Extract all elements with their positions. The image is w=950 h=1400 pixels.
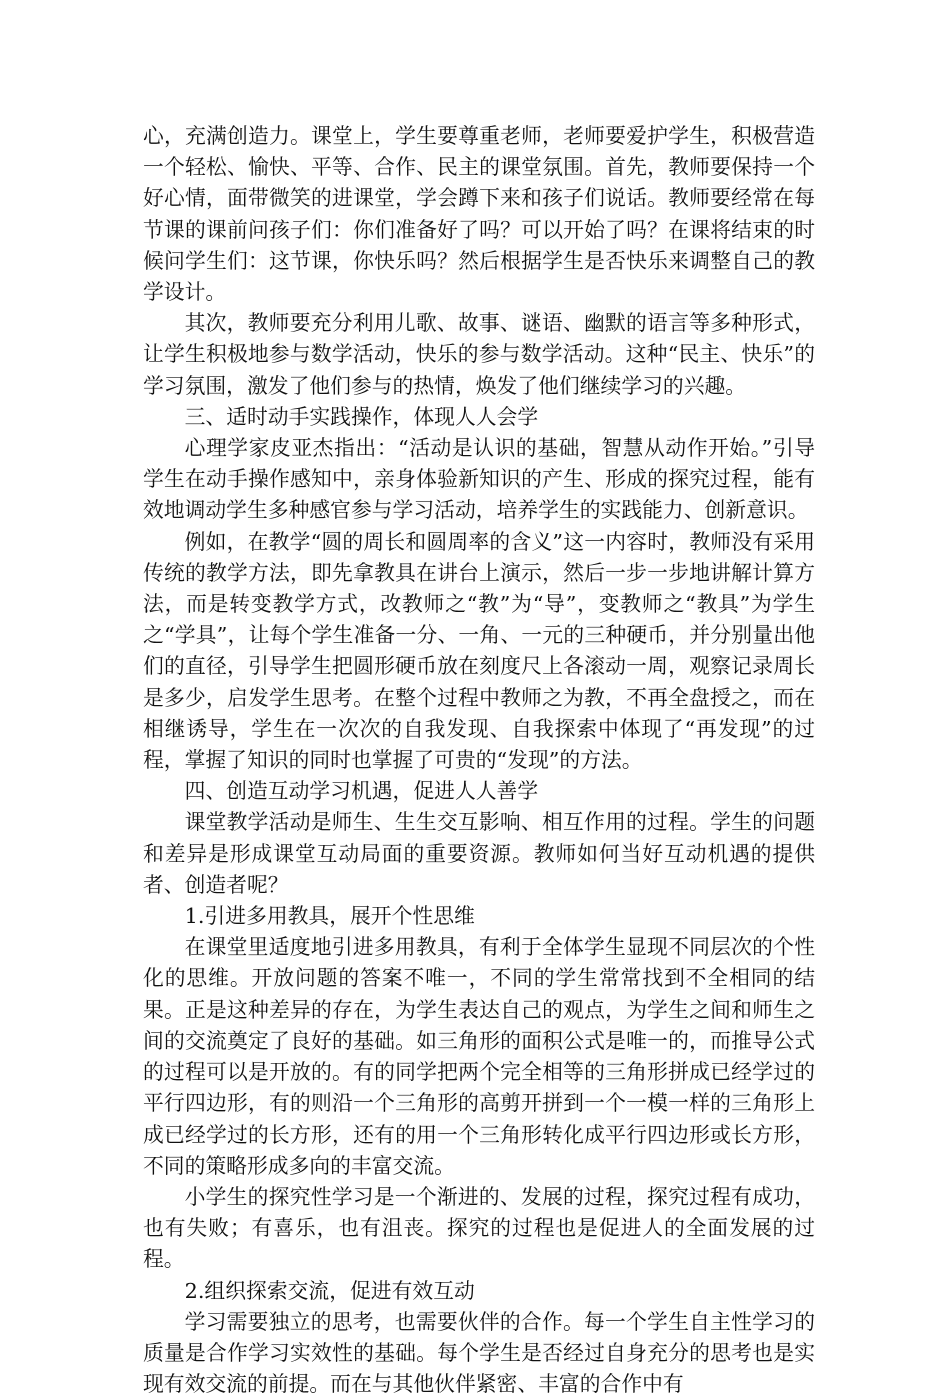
paragraph-second: 其次，教师要充分利用儿歌、故事、谜语、幽默的语言等多种形式，让学生积极地参与数学活动，快乐的参与数学活动。这种“民主、快乐”的学习氛围，激发了他们参与的热情，焕发了他们继续学习的兴趣。 <box>143 311 815 398</box>
paragraph-teaching-aids: 在课堂里适度地引进多用教具，有利于全体学生显现不同层次的个性化的思维。开放问题的答案不唯一，不同的学生常常找到不全相同的结果。正是这种差异的存在，为学生表达自己的观点，为学生之间和师生之间的交流奠定了良好的基础。如三角形的面积公式是唯一的，而推导公式的过程可以是开放的。有的同学把两个完全相等的三角形拼成已经学过的平行四边形，有的则沿一个三角形的高剪开拼到一个一模一样的三角形上成已经学过的长方形，还有的用一个三角形转化成平行四边形或长方形，不同的策略形成多向的丰富交流。 <box>143 935 815 1178</box>
subheading-one: 1.引进多用教具，展开个性思维 <box>184 904 475 929</box>
paragraph-continuation: 心，充满创造力。课堂上，学生要尊重老师，老师要爱护学生，积极营造一个轻松、愉快、平等、合作、民主的课堂氛围。首先，教师要保持一个好心情，面带微笑的进课堂，学会蹲下来和孩子们说话。教师要经常在每节课的课前问孩子们：你们准备好了吗？可以开始了吗？在课将结束的时候问学生们：这节课，你快乐吗？然后根据学生是否快乐来调整自己的教学设计。 <box>143 124 815 305</box>
subheading-two: 2.组织探索交流，促进有效互动 <box>184 1278 475 1303</box>
paragraph-example: 例如，在教学“圆的周长和圆周率的含义”这一内容时，教师没有采用传统的教学方法，即先拿教具在讲台上演示，然后一步一步地讲解计算方法，而是转变教学方式，改教师之“教”为“导”，变教师之“教具”为学生之“学具”，让每个学生准备一分、一角、一元的三种硬币，并分别量出他们的直径，引导学生把圆形硬币放在刻度尺上各滚动一周，观察记录周长是多少，启发学生思考。在整个过程中教师之为教，不再全盘授之，而在相继诱导，学生在一次次的自我发现、自我探索中体现了“再发现”的过程，掌握了知识的同时也掌握了可贵的“发现”的方法。 <box>143 529 815 773</box>
paragraph-cooperation: 学习需要独立的思考，也需要伙伴的合作。每一个学生自主性学习的质量是合作学习实效性的基础。每个学生是否经过自身充分的思考也是实现有效交流的前提。而在与其他伙伴紧密、丰富的合作中有 <box>143 1309 815 1397</box>
paragraph-interaction: 课堂教学活动是师生、生生交互影响、相互作用的过程。学生的问题和差异是形成课堂互动局面的重要资源。教师如何当好互动机遇的提供者、创造者呢？ <box>143 810 815 897</box>
section-heading-three: 三、适时动手实践操作，体现人人会学 <box>184 404 539 429</box>
document-body <box>143 121 815 1400</box>
paragraph-piaget: 心理学家皮亚杰指出：“活动是认识的基础，智慧从动作开始。”引导学生在动手操作感知中，亲身体验新知识的产生、形成的探究过程，能有效地调动学生多种感官参与学习活动，培养学生的实践能力、创新意识。 <box>143 436 815 523</box>
paragraph-exploration: 小学生的探究性学习是一个渐进的、发展的过程，探究过程有成功，也有失败；有喜乐，也有沮丧。探究的过程也是促进人的全面发展的过程。 <box>143 1184 815 1272</box>
section-heading-four: 四、创造互动学习机遇，促进人人善学 <box>184 779 539 804</box>
